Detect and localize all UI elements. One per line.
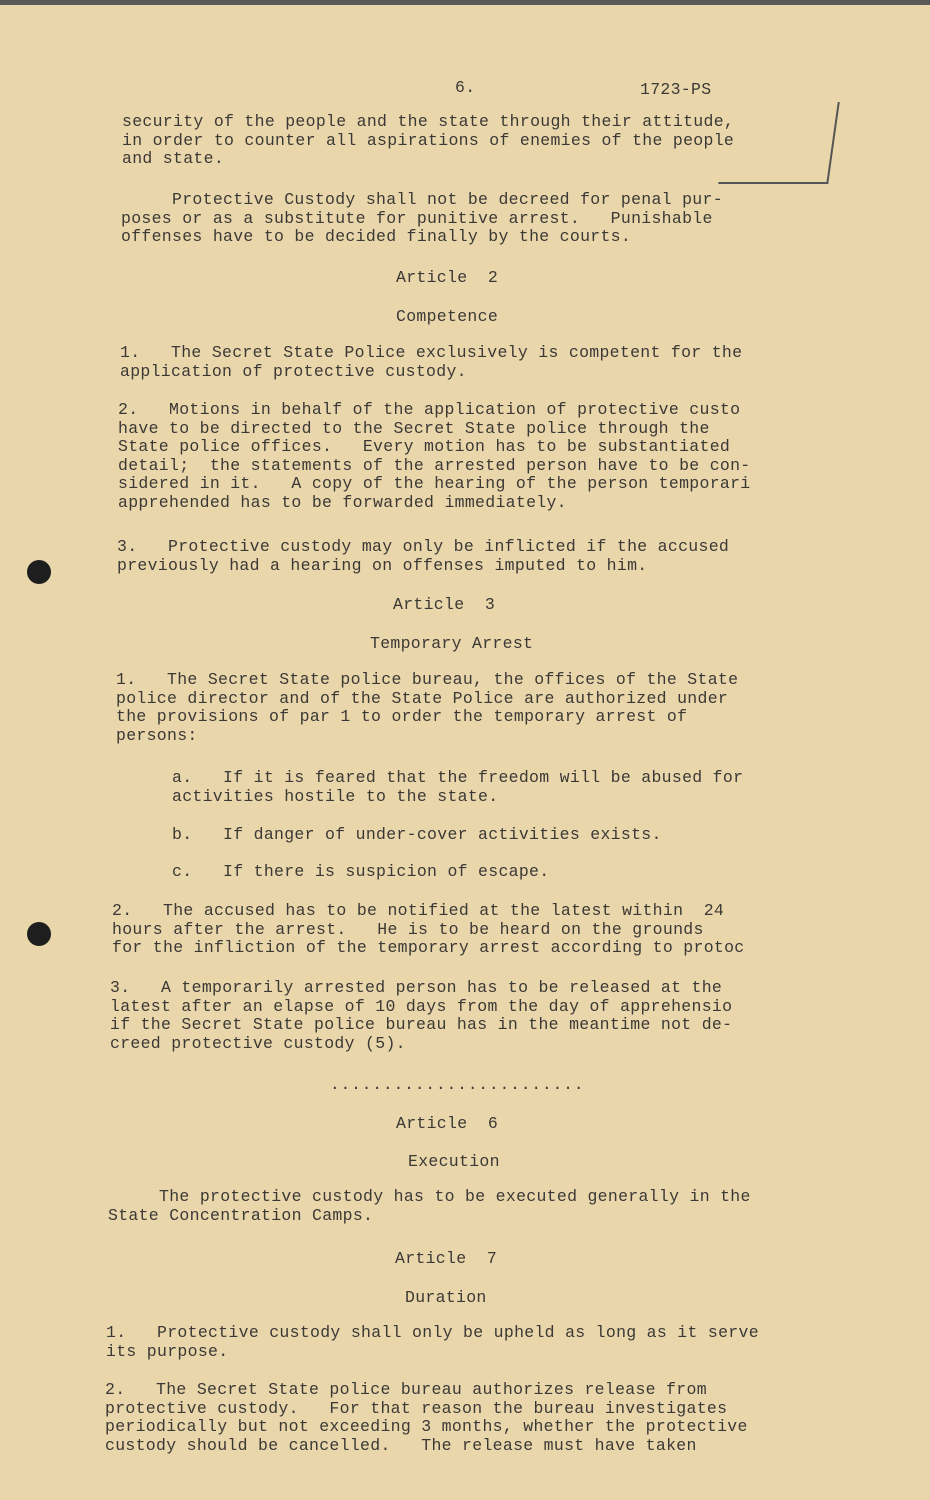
text-line: 1. The Secret State Police exclusively is competent for the — [120, 343, 743, 362]
text-line: periodically but not exceeding 3 months, whether the protective — [105, 1417, 748, 1436]
text-line: for the infliction of the temporary arrest according to protoc — [112, 938, 745, 957]
article-3-par-1 — [116, 671, 738, 745]
text-line: 3. Protective custody may only be inflicted if the accused — [117, 537, 730, 556]
text-line: The protective custody has to be executed generally in the — [108, 1187, 751, 1206]
article-2-heading: Article 2 — [396, 268, 499, 287]
article-3-title: Temporary Arrest — [370, 634, 534, 653]
text-line: 2. Motions in behalf of the application of protective custo — [118, 400, 741, 419]
article-3-par-3 — [110, 979, 732, 1053]
text-line: hours after the arrest. He is to be heard on the grounds — [112, 919, 704, 939]
text-line: a. If it is feared that the freedom will be abused for — [172, 768, 744, 787]
text-line: its purpose. — [106, 1341, 229, 1361]
article-7-par-1 — [106, 1324, 759, 1361]
intro-paragraph — [122, 113, 734, 169]
article-7-heading: Article 7 — [395, 1249, 498, 1268]
article-3-item-c — [172, 863, 549, 882]
article-7-title: Duration — [405, 1288, 487, 1307]
text-line: application of protective custody. — [120, 361, 467, 381]
text-line: activities hostile to the state. — [172, 786, 499, 806]
scan-edge — [0, 0, 930, 5]
text-line: 1. Protective custody shall only be upheld as long as it serve — [106, 1323, 759, 1342]
text-line: Protective Custody shall not be decreed for penal pur- — [121, 190, 723, 209]
text-line: poses or as a substitute for punitive arrest. Punishable — [121, 208, 713, 228]
text-line: creed protective custody (5). — [110, 1033, 406, 1053]
text-line: security of the people and the state through their attitude, — [122, 112, 735, 131]
article-2-par-2 — [118, 401, 751, 512]
text-line: persons: — [116, 725, 198, 745]
text-line: offenses have to be decided finally by the courts. — [121, 227, 632, 246]
article-6-title: Execution — [408, 1152, 500, 1171]
text-line: have to be directed to the Secret State police through the — [118, 418, 710, 438]
text-line: police director and of the State Police are authorized under — [116, 688, 729, 708]
article-3-heading: Article 3 — [393, 595, 496, 614]
text-line: custody should be cancelled. The release must have taken — [105, 1435, 697, 1455]
article-2-par-3 — [117, 538, 729, 575]
article-3-item-b — [172, 826, 662, 845]
text-line: c. If there is suspicion of escape. — [172, 862, 550, 881]
article-2-par-1 — [120, 344, 742, 381]
page-number: 6. — [455, 78, 476, 97]
document-id: 1723-PS — [640, 80, 712, 99]
article-3-item-a — [172, 769, 743, 806]
text-line: previously had a hearing on offenses imputed to him. — [117, 555, 648, 575]
article-7-par-2 — [105, 1381, 748, 1455]
text-line: in order to counter all aspirations of enemies of the people — [122, 130, 735, 150]
text-line: if the Secret State police bureau has in the meantime not de- — [110, 1015, 733, 1034]
punch-hole — [27, 922, 51, 946]
text-line: b. If danger of under-cover activities exists. — [172, 825, 662, 844]
text-line: detail; the statements of the arrested person have to be con- — [118, 455, 751, 475]
omission-separator: ........................ — [330, 1076, 585, 1094]
text-line: protective custody. For that reason the bureau investigates — [105, 1398, 728, 1418]
article-6-par-1 — [108, 1188, 751, 1225]
article-2-title: Competence — [396, 307, 499, 326]
text-line: latest after an elapse of 10 days from the day of apprehensio — [110, 996, 733, 1016]
handwritten-bracket — [718, 102, 840, 184]
text-line: State police offices. Every motion has to be substantiated — [118, 437, 731, 456]
text-line: 3. A temporarily arrested person has to be released at the — [110, 978, 723, 997]
penal-paragraph — [121, 191, 723, 247]
text-line: sidered in it. A copy of the hearing of the person temporari — [118, 474, 751, 493]
text-line: 2. The Secret State police bureau authorizes release from — [105, 1380, 707, 1399]
text-line: and state. — [122, 149, 225, 168]
text-line: apprehended has to be forwarded immediately. — [118, 492, 567, 512]
text-line: 1. The Secret State police bureau, the offices of the State — [116, 670, 739, 689]
punch-hole — [27, 560, 51, 584]
article-6-heading: Article 6 — [396, 1114, 499, 1133]
article-3-par-2 — [112, 902, 745, 958]
text-line: State Concentration Camps. — [108, 1205, 374, 1225]
text-line: 2. The accused has to be notified at the latest within 24 — [112, 901, 725, 920]
text-line: the provisions of par 1 to order the temporary arrest of — [116, 707, 688, 726]
